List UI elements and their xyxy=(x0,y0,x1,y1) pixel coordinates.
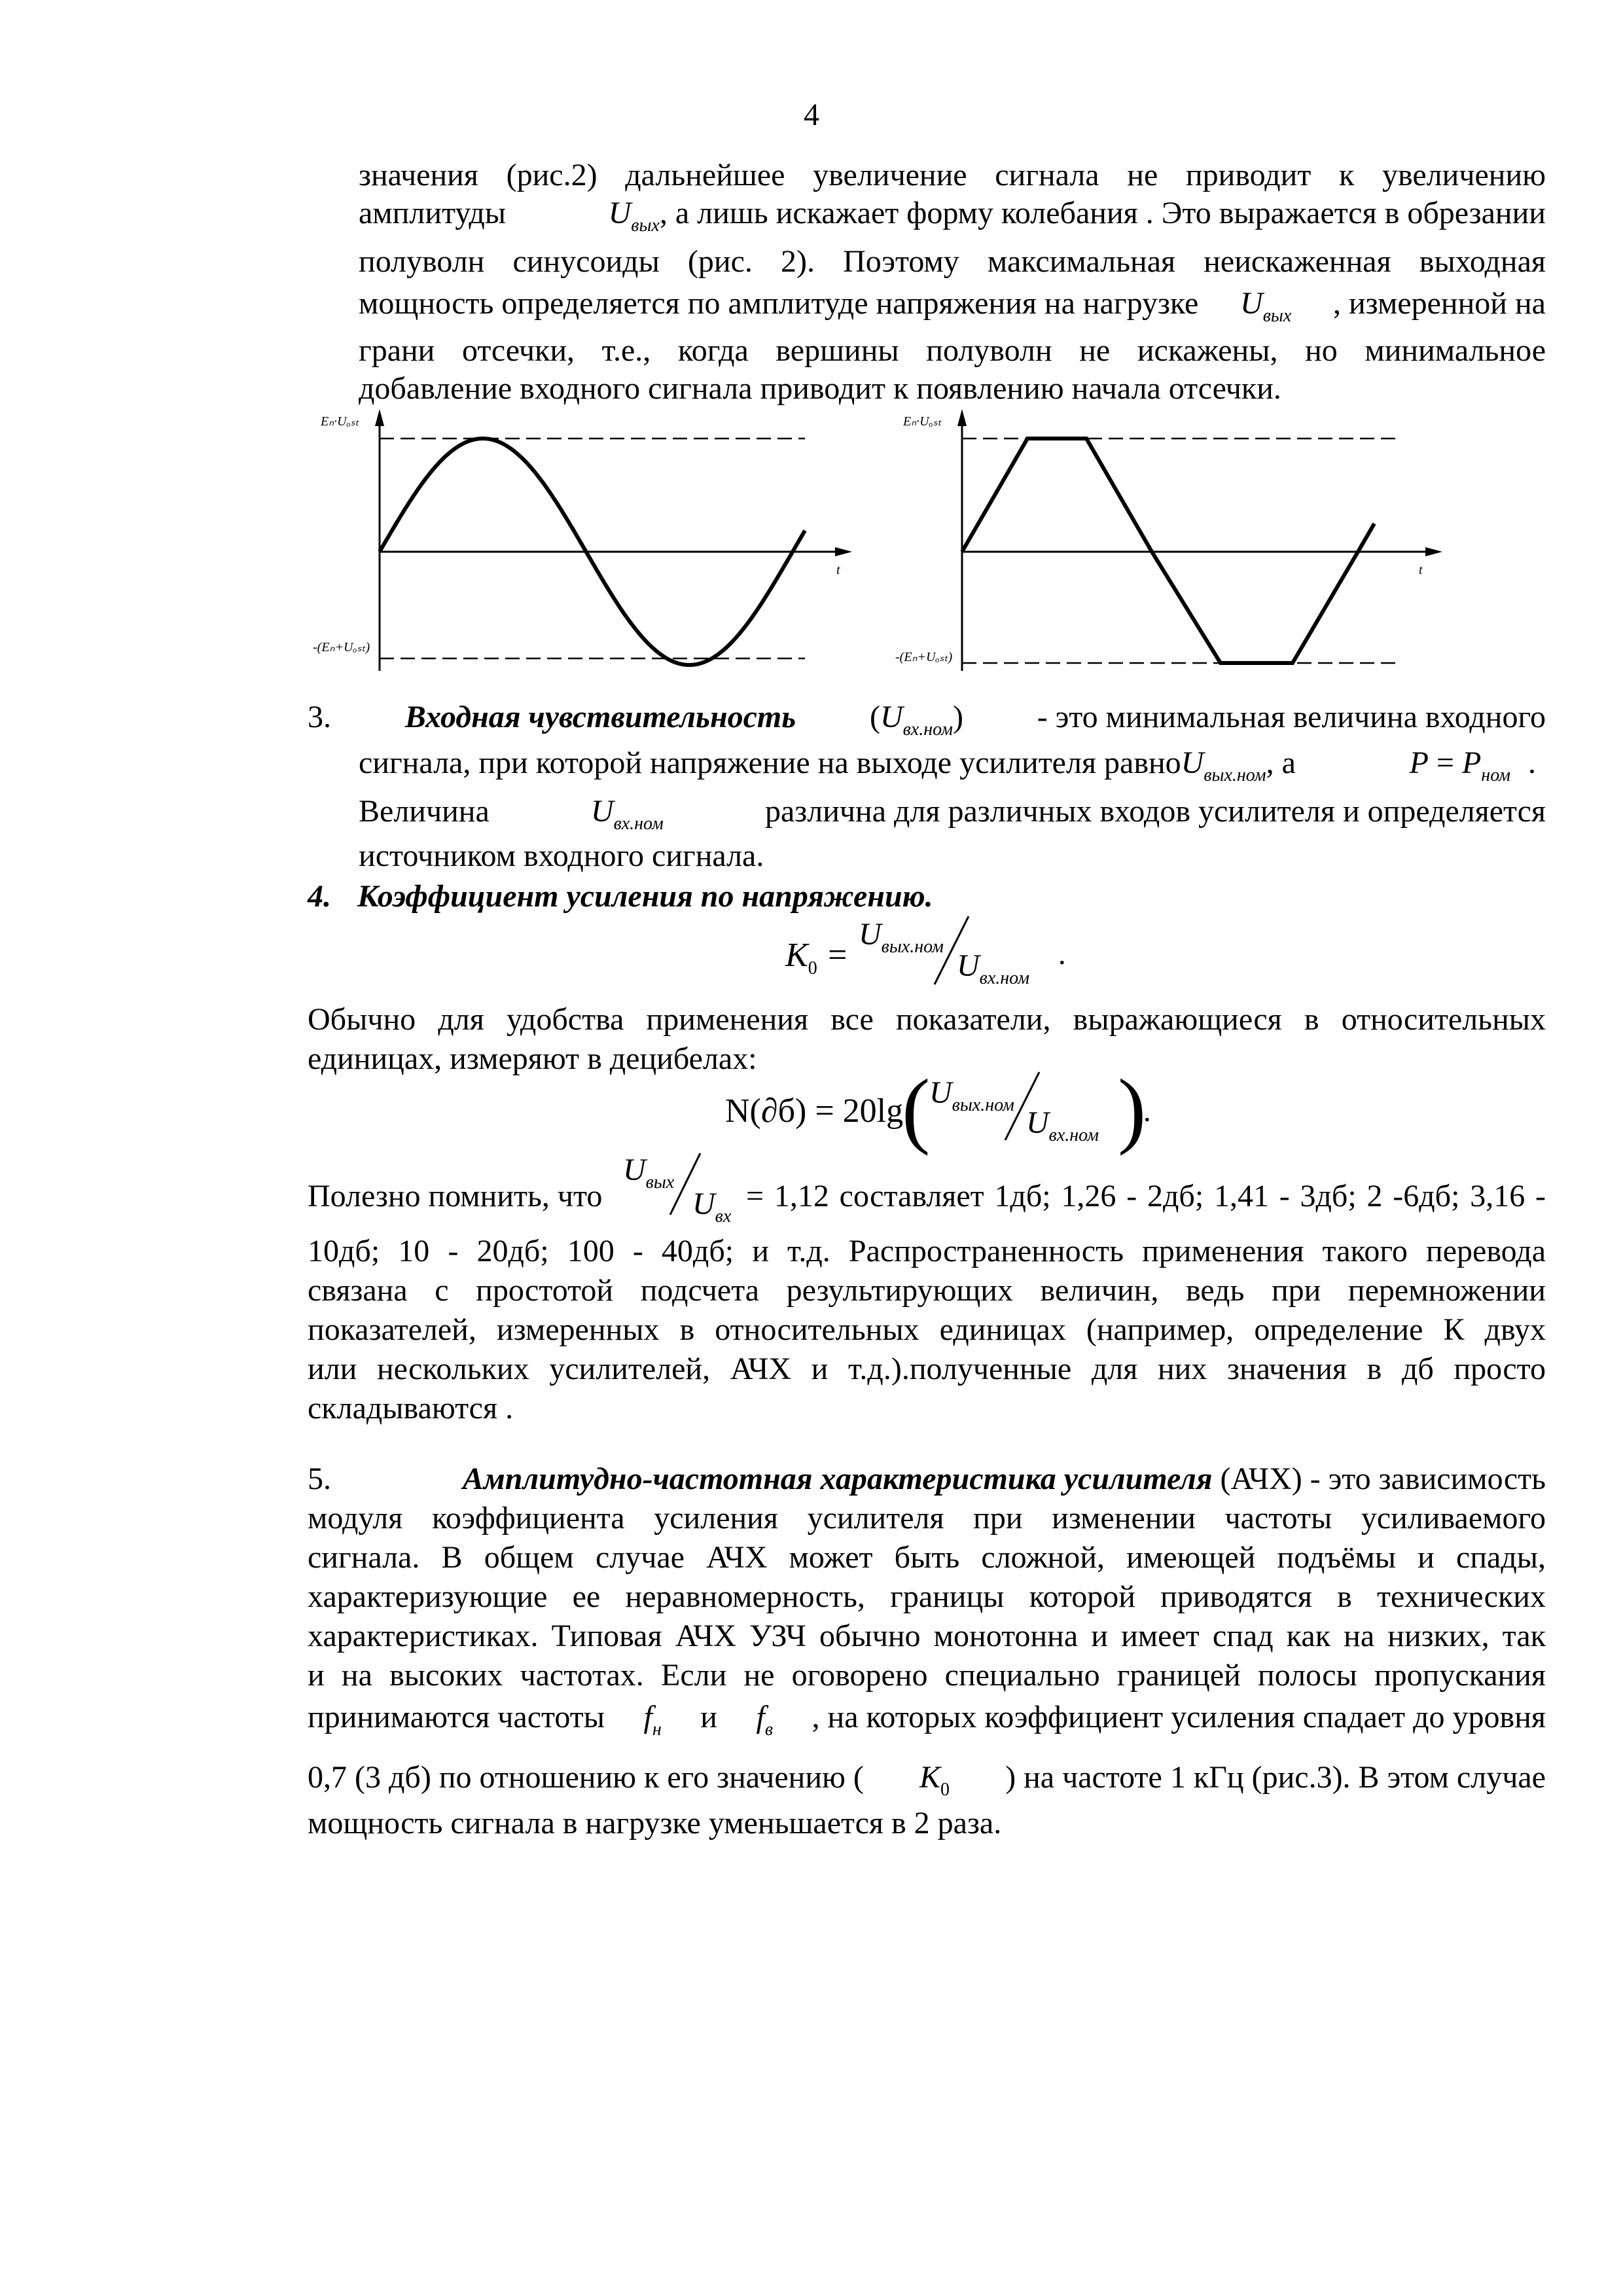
item5-line-8 xyxy=(308,1759,1546,1801)
item4-title: Коэффициент усиления по напряжению. xyxy=(357,879,933,914)
fig2-y-arrow xyxy=(957,409,967,426)
fig2-top-label: Eₙ·Uₒₛₜ xyxy=(903,414,942,429)
item5-line-5: характеристиках. Типовая АЧХ УЗЧ обычно монотонна и имеет спад как на низких, так xyxy=(308,1619,1546,1653)
item5-line-7 xyxy=(308,1699,1546,1740)
item3-line-1 xyxy=(308,699,1546,740)
u-out-symbol-2: $U_{вых}$ xyxy=(1240,286,1292,326)
item5-line-2: модуля коэффициента усиления усилителя при изменении частоты усиливаемого xyxy=(308,1501,1546,1535)
item3-u-in: $U_{вх.ном}$ xyxy=(590,794,664,834)
p1-line-2 xyxy=(359,195,1546,236)
item5-line-6: и на высоких частотах. Если не оговорено специально границей полосы пропускания xyxy=(308,1658,1546,1693)
p1-line-5: грани отсечки, т.е., когда вершины полуволн не искажены, но минимальное xyxy=(359,333,1546,368)
item3-l3a: Величина xyxy=(359,794,490,829)
p1-l4a: мощность определяется по амплитуде напряжения на нагрузке xyxy=(359,286,1199,321)
db-line-4: связана с простотой подсчета результирующих величин, ведь при перемножении xyxy=(308,1273,1546,1308)
item3-l2a: сигнала, при которой напряжение на выходе усилителя равноU$_{вых.ном}$, а xyxy=(359,745,1296,785)
fig2-t-label: t xyxy=(1419,563,1423,577)
p1-line-6: добавление входного сигнала приводит к появлению начала отсечки. xyxy=(359,371,1281,406)
fig1-x-arrow xyxy=(835,547,852,556)
formula-db: N(∂б) = 20lg ( $U_{вых.ном}$ $U_{вх.ном}$ ) . xyxy=(725,1062,1152,1157)
item5-line-3: сигнала. В общем случае АЧХ может быть сложной, имеющей подъёмы и спады, xyxy=(308,1540,1546,1575)
fig2-x-arrow xyxy=(1425,547,1442,556)
item5-l7b: и xyxy=(700,1700,717,1734)
db-line-7: складываются . xyxy=(308,1391,514,1426)
item5-line-1 xyxy=(308,1461,1546,1497)
freq-high: $f_в$ xyxy=(756,1700,773,1740)
item5-line-4: характеризующие ее неравномерность, границы которой приводятся в технических xyxy=(308,1579,1546,1614)
formula-k0: $K_0$ = $U_{вых.ном}$ $U_{вх.ном}$ . xyxy=(785,917,1067,988)
fig1-bottom-label: -(Eₙ+Uₒₛₜ) xyxy=(313,640,370,655)
fig2-bottom-label: -(Eₙ+Uₒₛₜ) xyxy=(895,650,953,664)
item5-l8b: ) на частоте 1 кГц (рис.3). В этом случае xyxy=(1005,1760,1546,1795)
k0-symbol: $K_0$ xyxy=(919,1760,950,1800)
item5-number: 5. xyxy=(308,1462,331,1496)
fig1-t-label: t xyxy=(836,563,840,577)
item5-line-9: мощность сигнала в нагрузке уменьшается в 2 раза. xyxy=(308,1806,1002,1840)
item5-l8a: 0,7 (3 дб) по отношению к его значению ( xyxy=(308,1760,864,1795)
figure-sine-clipped xyxy=(890,403,1453,677)
db-line-2: единицах, измеряют в децибелах: xyxy=(308,1041,757,1076)
figure-sine-full xyxy=(308,403,857,677)
item3-l3b: различна для различных входов усилителя и определяется xyxy=(764,794,1546,829)
u-out-symbol: $U_{вых}$, а лишь искажает форму колебания . Это выражается в обрезании xyxy=(608,196,1546,236)
useful-line: Полезно помнить, что $U_{вых}$ $U_{вх}$ = 1,12 составляет 1дб; 1,26 - 2дб; 1,41 - 3дб; 2 -6дб; 3,16 - xyxy=(308,1153,1546,1227)
item3-line-4: источником входного сигнала. xyxy=(359,838,764,873)
p1-line-1: значения (рис.2) дальнейшее увеличение сигнала не приводит к увеличению xyxy=(359,158,1546,192)
item3-line-3 xyxy=(359,793,1546,834)
item3-dot: . xyxy=(1528,745,1536,780)
freq-low: $f_н$ xyxy=(643,1700,662,1740)
item5-l7c: , на которых коэффициент усиления спадает до уровня xyxy=(812,1700,1546,1734)
p1-line-3: полуволн синусоиды (рис. 2). Поэтому максимальная неискаженная выходная xyxy=(359,244,1546,279)
p1-l4b: , измеренной на xyxy=(1332,286,1546,321)
item3-line-2 xyxy=(359,745,1510,786)
db-line-6: или нескольких усилителей, АЧХ и т.д.).полученные для них значения в дб просто xyxy=(308,1352,1546,1386)
db-line-3: 10дб; 10 - 20дб; 100 - 40дб; и т.д. Распространенность применения такого перевода xyxy=(308,1234,1546,1268)
p1-l2a: амплитуды xyxy=(359,196,506,230)
fig1-y-arrow xyxy=(375,409,384,426)
db-line-5: показателей, измеренных в относительных единицах (например, определение К двух xyxy=(308,1312,1546,1347)
item5-l7a: принимаются частоты xyxy=(308,1700,605,1734)
item4-line xyxy=(308,878,933,914)
page-number: 4 xyxy=(804,98,819,132)
fig1-top-label: Eₙ·Uₒₛₜ xyxy=(321,414,359,429)
item3-l1b: - это минимальная величина входного xyxy=(1037,700,1546,734)
item5-title-group: Амплитудно-частотная характеристика усилителя (АЧХ) - это зависимость xyxy=(462,1462,1546,1496)
item3-number: 3. xyxy=(308,700,331,734)
item4-number: 4. xyxy=(308,879,331,914)
power-nominal: $P = P_{ном}$ xyxy=(1409,745,1510,785)
item3-title: Входная чувствительность xyxy=(404,700,796,734)
db-line-1: Обычно для удобства применения все показатели, выражающиеся в относительных xyxy=(308,1002,1546,1037)
item3-symbol: $(U_{вх.ном})$ xyxy=(870,700,963,740)
p1-line-4 xyxy=(359,285,1546,327)
